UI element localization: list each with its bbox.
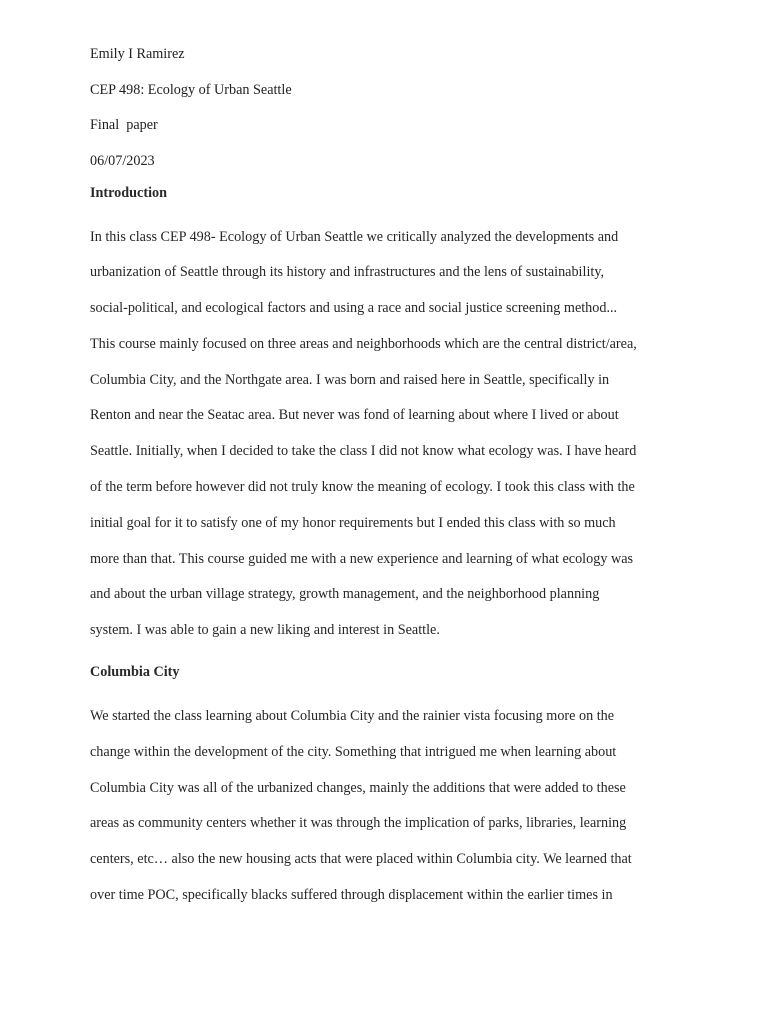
paragraph-line: over time POC, specifically blacks suffered through displacement within the earlier times in (90, 887, 613, 904)
paragraph-line: social-political, and ecological factors and using a race and social justice screening method... (90, 300, 618, 317)
paragraph-line: urbanization of Seattle through its history and infrastructures and the lens of sustainability, (90, 264, 605, 281)
paragraph-line: Columbia City was all of the urbanized changes, mainly the additions that were added to these (90, 779, 626, 796)
paragraph-line: of the term before however did not truly know the meaning of ecology. I took this class with the (90, 479, 635, 496)
paragraph-line: In this class CEP 498- Ecology of Urban Seattle we critically analyzed the developments and (90, 228, 619, 245)
paragraph-line: We started the class learning about Columbia City and the rainier vista focusing more on the (90, 708, 615, 725)
introduction-paragraph (90, 220, 680, 650)
document-date: 06/07/2023 (90, 152, 155, 169)
paragraph-line: This course mainly focused on three areas and neighborhoods which are the central district/area, (90, 335, 637, 352)
author-name: Emily I Ramirez (90, 46, 185, 62)
course-title: CEP 498: Ecology of Urban Seattle (90, 81, 292, 98)
paragraph-line: more than that. This course guided me with a new experience and learning of what ecology was (90, 550, 634, 567)
paragraph-line: centers, etc… also the new housing acts that were placed within Columbia city. We learned that (90, 851, 632, 868)
assignment-title: Final paper (90, 117, 158, 133)
paragraph-line: and about the urban village strategy, growth management, and the neighborhood planning (90, 586, 600, 603)
columbia-city-paragraph (90, 699, 680, 914)
paragraph-line: areas as community centers whether it was through the implication of parks, libraries, learning (90, 815, 627, 832)
section-heading-columbia-city: Columbia City (90, 664, 180, 681)
paragraph-line: initial goal for it to satisfy one of my honor requirements but I ended this class with so much (90, 514, 616, 531)
section-heading-introduction: Introduction (90, 184, 167, 201)
paragraph-line: Seattle. Initially, when I decided to take the class I did not know what ecology was. I have heard (90, 443, 637, 460)
paragraph-line: system. I was able to gain a new liking and interest in Seattle. (90, 622, 440, 639)
paragraph-line: Renton and near the Seatac area. But never was fond of learning about where I lived or about (90, 407, 619, 424)
document-page (90, 44, 680, 914)
paragraph-line: change within the development of the city. Something that intrigued me when learning about (90, 743, 617, 760)
paragraph-line: Columbia City, and the Northgate area. I was born and raised here in Seattle, specifically in (90, 371, 610, 388)
